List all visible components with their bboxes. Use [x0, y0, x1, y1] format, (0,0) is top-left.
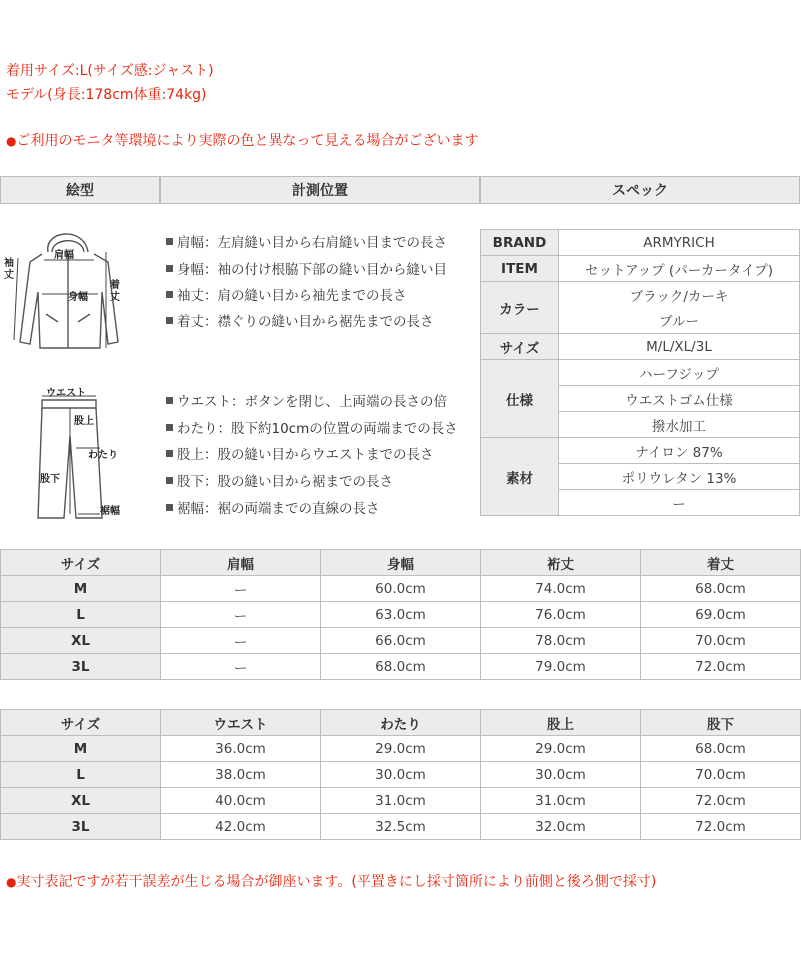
measurement-cell: 68.0cm	[321, 654, 481, 680]
spec-value: 撥水加工	[559, 412, 800, 438]
measurement-cell: 70.0cm	[641, 628, 801, 654]
spec-value: ー	[559, 490, 800, 516]
bottom-size-table	[0, 709, 801, 840]
measurement-cell: 32.0cm	[481, 814, 641, 840]
measure-sleeve	[166, 287, 407, 305]
table-row	[1, 788, 801, 814]
column-header: 身幅	[321, 550, 481, 576]
measurement-cell: 69.0cm	[641, 602, 801, 628]
measurement-cell: 29.0cm	[321, 736, 481, 762]
spec-value: セットアップ (パーカータイプ)	[559, 256, 800, 282]
measurement-cell: 68.0cm	[641, 576, 801, 602]
square-bullet-icon	[166, 291, 173, 298]
square-bullet-icon	[166, 504, 173, 511]
measure-text: 着丈：襟ぐりの縫い目から裾先までの長さ	[177, 314, 434, 330]
hoodie-figure	[6, 222, 136, 362]
square-bullet-icon	[166, 265, 173, 272]
measurement-cell: 66.0cm	[321, 628, 481, 654]
measure-length	[166, 313, 434, 331]
measure-inseam	[166, 473, 393, 491]
size-cell: M	[1, 736, 161, 762]
measurement-cell: 31.0cm	[481, 788, 641, 814]
table-row	[1, 576, 801, 602]
waist-label: ウエスト	[46, 388, 86, 399]
spec-row-item	[481, 256, 800, 282]
measurement-cell: 78.0cm	[481, 628, 641, 654]
model-size: 着用サイズ:L(サイズ感:ジャスト)	[6, 63, 214, 79]
size-cell: 3L	[1, 654, 161, 680]
column-header: 裄丈	[481, 550, 641, 576]
table-row	[1, 814, 801, 840]
measurement-cell: 32.5cm	[321, 814, 481, 840]
column-header: 肩幅	[161, 550, 321, 576]
measure-body	[166, 261, 447, 279]
measure-text: 股上：股の縫い目からウエストまでの長さ	[177, 447, 434, 463]
spec-value: ウエストゴム仕様	[559, 386, 800, 412]
measure-thigh	[166, 420, 458, 438]
size-note	[6, 872, 656, 892]
header-position: 計測位置	[160, 176, 480, 204]
measurement-cell: 70.0cm	[641, 762, 801, 788]
spec-key: 素材	[481, 438, 559, 516]
measure-text: ウエスト：ボタンを閉じ、上両端の長さの倍	[177, 394, 447, 410]
shoulder-label: 肩幅	[54, 250, 74, 261]
measurement-cell: 72.0cm	[641, 654, 801, 680]
measure-text: 袖丈：肩の縫い目から袖先までの長さ	[177, 288, 407, 304]
spec-table	[480, 229, 800, 516]
bullet-icon: ●	[6, 134, 17, 148]
measurement-cell: 68.0cm	[641, 736, 801, 762]
sleeve-label-2: 丈	[4, 270, 14, 281]
measurement-cell: 72.0cm	[641, 814, 801, 840]
measure-text: 股下：股の縫い目から裾までの長さ	[177, 474, 393, 490]
measurement-cell: 60.0cm	[321, 576, 481, 602]
bullet-icon: ●	[6, 875, 17, 889]
measurement-cell: 63.0cm	[321, 602, 481, 628]
column-header: 着丈	[641, 550, 801, 576]
spec-value: ハーフジップ	[559, 360, 800, 386]
header-figure: 絵型	[0, 176, 160, 204]
spec-value: ブルー	[559, 308, 800, 334]
hem-label: 裾幅	[100, 506, 120, 517]
table-row	[1, 762, 801, 788]
table-row	[1, 628, 801, 654]
spec-row-brand	[481, 230, 800, 256]
rise-label: 股上	[74, 416, 94, 427]
square-bullet-icon	[166, 317, 173, 324]
measure-shoulder	[166, 234, 447, 252]
measurement-cell: 29.0cm	[481, 736, 641, 762]
measurement-cell: 76.0cm	[481, 602, 641, 628]
thigh-label: わたり	[88, 450, 118, 461]
color-note-text: ご利用のモニタ等環境により実際の色と異なって見える場合がございます	[16, 133, 479, 149]
measurement-cell: 72.0cm	[641, 788, 801, 814]
measure-rise	[166, 446, 434, 464]
measurement-cell: ー	[161, 654, 321, 680]
spec-key: サイズ	[481, 334, 559, 360]
spec-key: 仕様	[481, 360, 559, 438]
spec-value: ARMYRICH	[559, 230, 800, 256]
measurement-cell: 30.0cm	[481, 762, 641, 788]
table-row	[1, 602, 801, 628]
pants-figure	[30, 386, 140, 522]
column-header: ウエスト	[161, 710, 321, 736]
inseam-label: 股下	[40, 474, 60, 485]
spec-value: ポリウレタン 13%	[559, 464, 800, 490]
top-header-row	[1, 550, 801, 576]
measure-text: 肩幅：左肩縫い目から右肩縫い目までの長さ	[177, 235, 447, 251]
body-width-label: 身幅	[68, 292, 88, 303]
square-bullet-icon	[166, 397, 173, 404]
column-header: 股下	[641, 710, 801, 736]
measurement-cell: 40.0cm	[161, 788, 321, 814]
measurement-cell: ー	[161, 576, 321, 602]
size-cell: L	[1, 602, 161, 628]
square-bullet-icon	[166, 424, 173, 431]
sleeve-label-1: 袖	[4, 258, 14, 269]
size-cell: XL	[1, 628, 161, 654]
spec-header	[0, 176, 800, 204]
measure-waist	[166, 393, 447, 411]
header-spec: スペック	[480, 176, 800, 204]
spec-key: カラー	[481, 282, 559, 334]
table-row	[1, 736, 801, 762]
column-header: サイズ	[1, 550, 161, 576]
table-row	[1, 654, 801, 680]
measure-text: 裾幅：裾の両端までの直線の長さ	[177, 501, 380, 517]
measurement-cell: 36.0cm	[161, 736, 321, 762]
measurement-cell: 38.0cm	[161, 762, 321, 788]
size-cell: L	[1, 762, 161, 788]
spec-row-material	[481, 438, 800, 464]
spec-key: ITEM	[481, 256, 559, 282]
bottom-header-row	[1, 710, 801, 736]
measurement-cell: 74.0cm	[481, 576, 641, 602]
measurement-cell: 31.0cm	[321, 788, 481, 814]
size-cell: M	[1, 576, 161, 602]
measurement-cell: ー	[161, 628, 321, 654]
column-header: サイズ	[1, 710, 161, 736]
measure-hem	[166, 500, 380, 518]
spec-value: M/L/XL/3L	[559, 334, 800, 360]
column-header: わたり	[321, 710, 481, 736]
measure-text: わたり：股下約10cmの位置の両端までの長さ	[177, 421, 458, 437]
length-label-1: 着	[110, 280, 120, 291]
spec-key: BRAND	[481, 230, 559, 256]
square-bullet-icon	[166, 477, 173, 484]
size-cell: XL	[1, 788, 161, 814]
top-size-table	[0, 549, 801, 680]
length-label-2: 丈	[110, 292, 120, 303]
measurement-cell: ー	[161, 602, 321, 628]
model-body: モデル(身長:178cm体重:74kg)	[6, 87, 207, 103]
square-bullet-icon	[166, 238, 173, 245]
column-header: 股上	[481, 710, 641, 736]
measurement-cell: 30.0cm	[321, 762, 481, 788]
color-note	[6, 131, 478, 151]
measurement-cell: 79.0cm	[481, 654, 641, 680]
spec-row-features	[481, 360, 800, 386]
spec-value: ナイロン 87%	[559, 438, 800, 464]
size-note-text: 実寸表記ですが若干誤差が生じる場合が御座います。(平置きにし採寸箇所により前側と後ろ側で採寸)	[16, 874, 657, 890]
square-bullet-icon	[166, 450, 173, 457]
size-cell: 3L	[1, 814, 161, 840]
spec-row-size	[481, 334, 800, 360]
spec-row-color	[481, 282, 800, 308]
measure-text: 身幅：袖の付け根脇下部の縫い目から縫い目	[177, 262, 447, 278]
measurement-cell: 42.0cm	[161, 814, 321, 840]
spec-value: ブラック/カーキ	[559, 282, 800, 308]
